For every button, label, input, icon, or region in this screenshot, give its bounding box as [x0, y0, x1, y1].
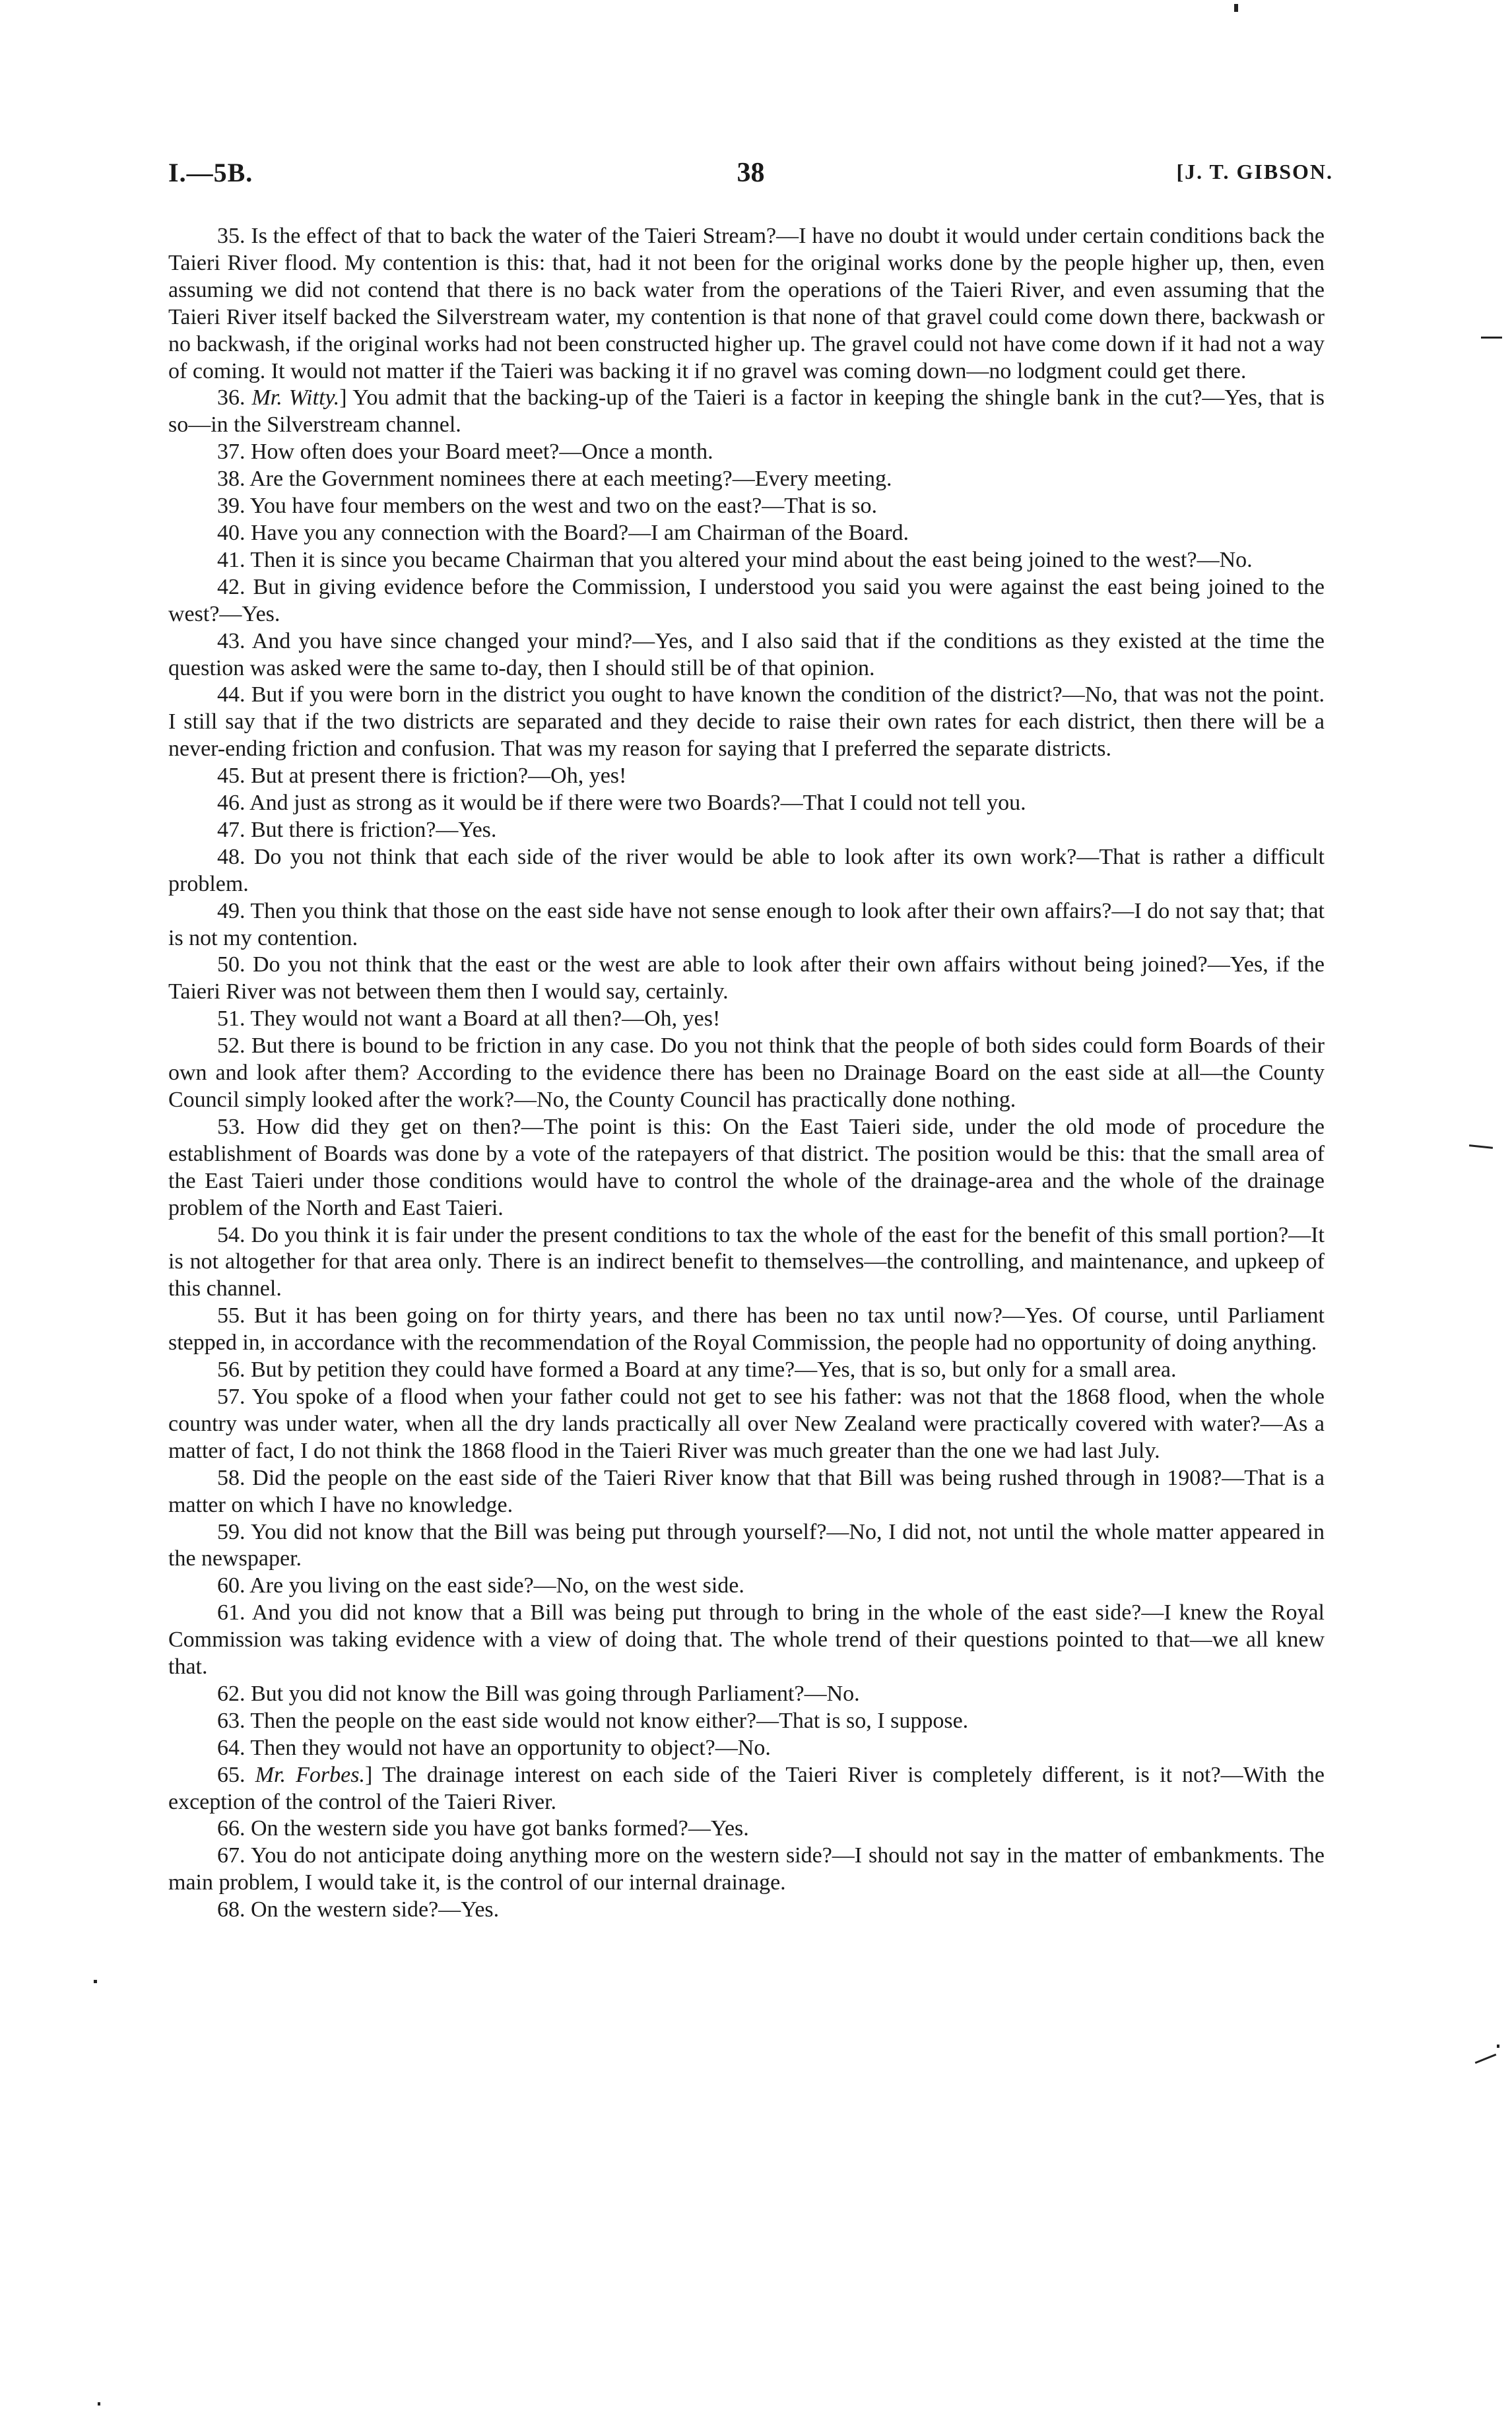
paragraph-text: 59. You did not know that the Bill was being put through yourself?—No, I did not, not until the whole matter appeared in the newspaper. — [168, 1519, 1325, 1571]
evidence-paragraph — [168, 547, 1325, 574]
paragraph-text: 49. Then you think that those on the east side have not sense enough to look after their own affairs?—I do not say that; that is not my contention. — [168, 898, 1325, 950]
evidence-paragraph — [168, 1519, 1325, 1573]
paragraph-text: 54. Do you think it is fair under the present conditions to tax the whole of the east for the benefit of this small portion?—It is not altogether for that area only. There is an indirect benefit to themselves—the controlling, and maintenance, and upkeep of this channel. — [168, 1222, 1325, 1301]
paragraph-text: 43. And you have since changed your mind?—Yes, and I also said that if the conditions as they existed at the time the question was asked were the same to-day, then I should still be of that opinion. — [168, 628, 1325, 680]
evidence-paragraph — [168, 1681, 1325, 1708]
paragraph-text: 44. But if you were born in the district you ought to have known the condition of the district?—No, that was not the point. I still say that if the two districts are separated and they decide to raise their own rates for each district, then there will be a never-ending friction and confusion. That was my reason for saying that I preferred the separate districts. — [168, 682, 1325, 762]
paragraph-text: 45. But at present there is friction?—Oh, yes! — [217, 764, 627, 789]
paragraph-text: 48. Do you not think that each side of the river would be able to look after its own work?—That is rather a difficult problem. — [168, 844, 1325, 896]
evidence-paragraph — [168, 952, 1325, 1006]
paragraph-text: ] You admit that the backing-up of the Taieri is a factor in keeping the shingle bank in the cut?—Yes, that is so—in the Silverstream channel. — [168, 385, 1325, 438]
evidence-paragraph — [168, 1222, 1325, 1303]
page-header — [168, 157, 1333, 197]
paragraph-text: 67. You do not anticipate doing anything more on the western side?—I should not say in the matter of embankments. The main problem, I would take it, is the control of our internal drainage. — [168, 1843, 1325, 1895]
paragraph-text: 57. You spoke of a flood when your father could not get to see his father: was not that the 1868 flood, when the whole country was under water, when all the dry lands practically all over New Zealand were practically covered with water?—As a matter of fact, I do not think the 1868 flood in the Taieri River was much greater than the one we had last July. — [168, 1384, 1325, 1463]
paragraph-text: 64. Then they would not have an opportunity to object?—No. — [217, 1735, 771, 1760]
evidence-paragraph — [168, 1357, 1325, 1384]
scan-speck — [1234, 4, 1238, 12]
paragraph-text: 62. But you did not know the Bill was going through Parliament?—No. — [217, 1681, 860, 1706]
evidence-paragraph — [168, 520, 1325, 547]
paragraph-text: 35. Is the effect of that to back the water of the Taieri Stream?—I have no doubt it would under certain conditions back the Taieri River flood. My contention is this: that, had it not been for the original works done by the people higher up, then, even assuming we did not contend that there is no back water from the operations of the Taieri River, and even assuming that the Taieri River itself backed the Silverstream water, my contention is that none of that gravel could come down there, backwash or no backwash, if the original works had not been constructed higher up. The gravel could not have come down if it had not a way of coming. It would not matter if the Taieri was backing it if no gravel was coming down—no lodgment could get there. — [168, 224, 1325, 383]
evidence-paragraph — [168, 1762, 1325, 1816]
evidence-paragraph — [168, 844, 1325, 898]
evidence-paragraph — [168, 493, 1325, 520]
evidence-paragraph — [168, 1843, 1325, 1897]
page-number: 38 — [737, 158, 765, 188]
margin-dash — [1469, 1144, 1493, 1149]
evidence-paragraph — [168, 1033, 1325, 1114]
evidence-paragraph — [168, 223, 1325, 385]
paragraph-text: 61. And you did not know that a Bill was being put through to bring in the whole of the east side?—I knew the Royal Commission was taking evidence with a view of doing that. The whole trend of their questions pointed to that—we all knew that. — [168, 1600, 1325, 1680]
evidence-paragraph — [168, 817, 1325, 844]
paragraph-text: 56. But by petition they could have formed a Board at any time?—Yes, that is so, but only for a small area. — [217, 1358, 1177, 1383]
evidence-paragraph — [168, 1573, 1325, 1600]
evidence-paragraph — [168, 439, 1325, 466]
paragraph-text: 50. Do you not think that the east or the west are able to look after their own affairs without being joined?—Yes, if the Taieri River was not between them then I would say, certainly. — [168, 952, 1325, 1004]
paragraph-text: 37. How often does your Board meet?—Once a month. — [217, 440, 713, 465]
evidence-paragraph — [168, 898, 1325, 952]
paragraph-text: 39. You have four members on the west and two on the east?—That is so. — [217, 494, 877, 519]
paragraph-text: 46. And just as strong as it would be if there were two Boards?—That I could not tell you. — [217, 791, 1026, 816]
scan-speck — [94, 1980, 97, 1983]
scan-speck — [1497, 2045, 1499, 2048]
margin-dash — [1475, 2054, 1497, 2064]
margin-dash — [1481, 337, 1502, 339]
evidence-paragraph — [168, 1114, 1325, 1222]
paragraph-text: 63. Then the people on the east side would not know either?—That is so, I suppose. — [217, 1708, 969, 1733]
evidence-paragraph — [168, 1465, 1325, 1519]
paragraph-text: 40. Have you any connection with the Board?—I am Chairman of the Board. — [217, 520, 909, 545]
evidence-paragraph — [168, 574, 1325, 628]
question-number: 65. — [217, 1762, 255, 1787]
paragraph-text: 60. Are you living on the east side?—No, on the west side. — [217, 1573, 744, 1598]
paragraph-text: 58. Did the people on the east side of the Taieri River know that that Bill was being rushed through in 1908?—That is a matter on which I have no knowledge. — [168, 1465, 1325, 1517]
evidence-paragraph — [168, 1600, 1325, 1681]
paragraph-text: 38. Are the Government nominees there at each meeting?—Every meeting. — [217, 467, 892, 492]
speaker-name: Mr. Forbes. — [255, 1762, 365, 1787]
evidence-body — [168, 223, 1325, 1924]
evidence-paragraph — [168, 1735, 1325, 1762]
evidence-paragraph — [168, 1816, 1325, 1843]
evidence-paragraph — [168, 682, 1325, 763]
document-reference: I.—5B. — [168, 158, 253, 187]
paragraph-text: 52. But there is bound to be friction in any case. Do you not think that the people of both sides could form Boards of their own and look after them? According to the evidence there has been no Drainage Board on the east side at all—the County Council simply looked after the work?—No, the County Council has practically done nothing. — [168, 1033, 1325, 1112]
evidence-paragraph — [168, 1303, 1325, 1357]
paragraph-text: 53. How did they get on then?—The point is this: On the East Taieri side, under the old mode of procedure the establishment of Boards was done by a vote of the ratepayers of that district. The position would be this: that the small area of the East Taieri under those conditions would have to control the whole of the drainage-area and the whole of the drainage problem of the North and East Taieri. — [168, 1114, 1325, 1220]
question-number: 36. — [217, 385, 252, 410]
evidence-paragraph — [168, 763, 1325, 790]
witness-name: [J. T. GIBSON. — [1176, 160, 1333, 183]
evidence-paragraph — [168, 790, 1325, 817]
evidence-paragraph — [168, 1897, 1325, 1924]
paragraph-text: 68. On the western side?—Yes. — [217, 1897, 500, 1922]
paragraph-text: 41. Then it is since you became Chairman that you altered your mind about the east being joined to the west?—No. — [217, 547, 1253, 572]
evidence-paragraph — [168, 1708, 1325, 1735]
scan-speck — [98, 2402, 100, 2406]
speaker-name: Mr. Witty. — [251, 385, 340, 410]
paragraph-text: ] The drainage interest on each side of the Taieri River is completely different, is it not?—With the exception of the control of the Taieri River. — [168, 1762, 1325, 1814]
evidence-paragraph — [168, 1384, 1325, 1465]
paragraph-text: 47. But there is friction?—Yes. — [217, 817, 497, 842]
paragraph-text: 55. But it has been going on for thirty years, and there has been no tax until now?—Yes. Of course, until Parliament stepped in, in accordance with the recommendation of the Royal Commission, the people had no opportunity of doing anything. — [168, 1303, 1325, 1356]
paragraph-text: 51. They would not want a Board at all then?—Oh, yes! — [217, 1006, 721, 1032]
evidence-paragraph — [168, 628, 1325, 682]
evidence-paragraph — [168, 385, 1325, 439]
evidence-paragraph — [168, 466, 1325, 493]
paragraph-text: 42. But in giving evidence before the Commission, I understood you said you were against the east being joined to the west?—Yes. — [168, 574, 1325, 626]
evidence-paragraph — [168, 1006, 1325, 1033]
paragraph-text: 66. On the western side you have got banks formed?—Yes. — [217, 1816, 749, 1841]
